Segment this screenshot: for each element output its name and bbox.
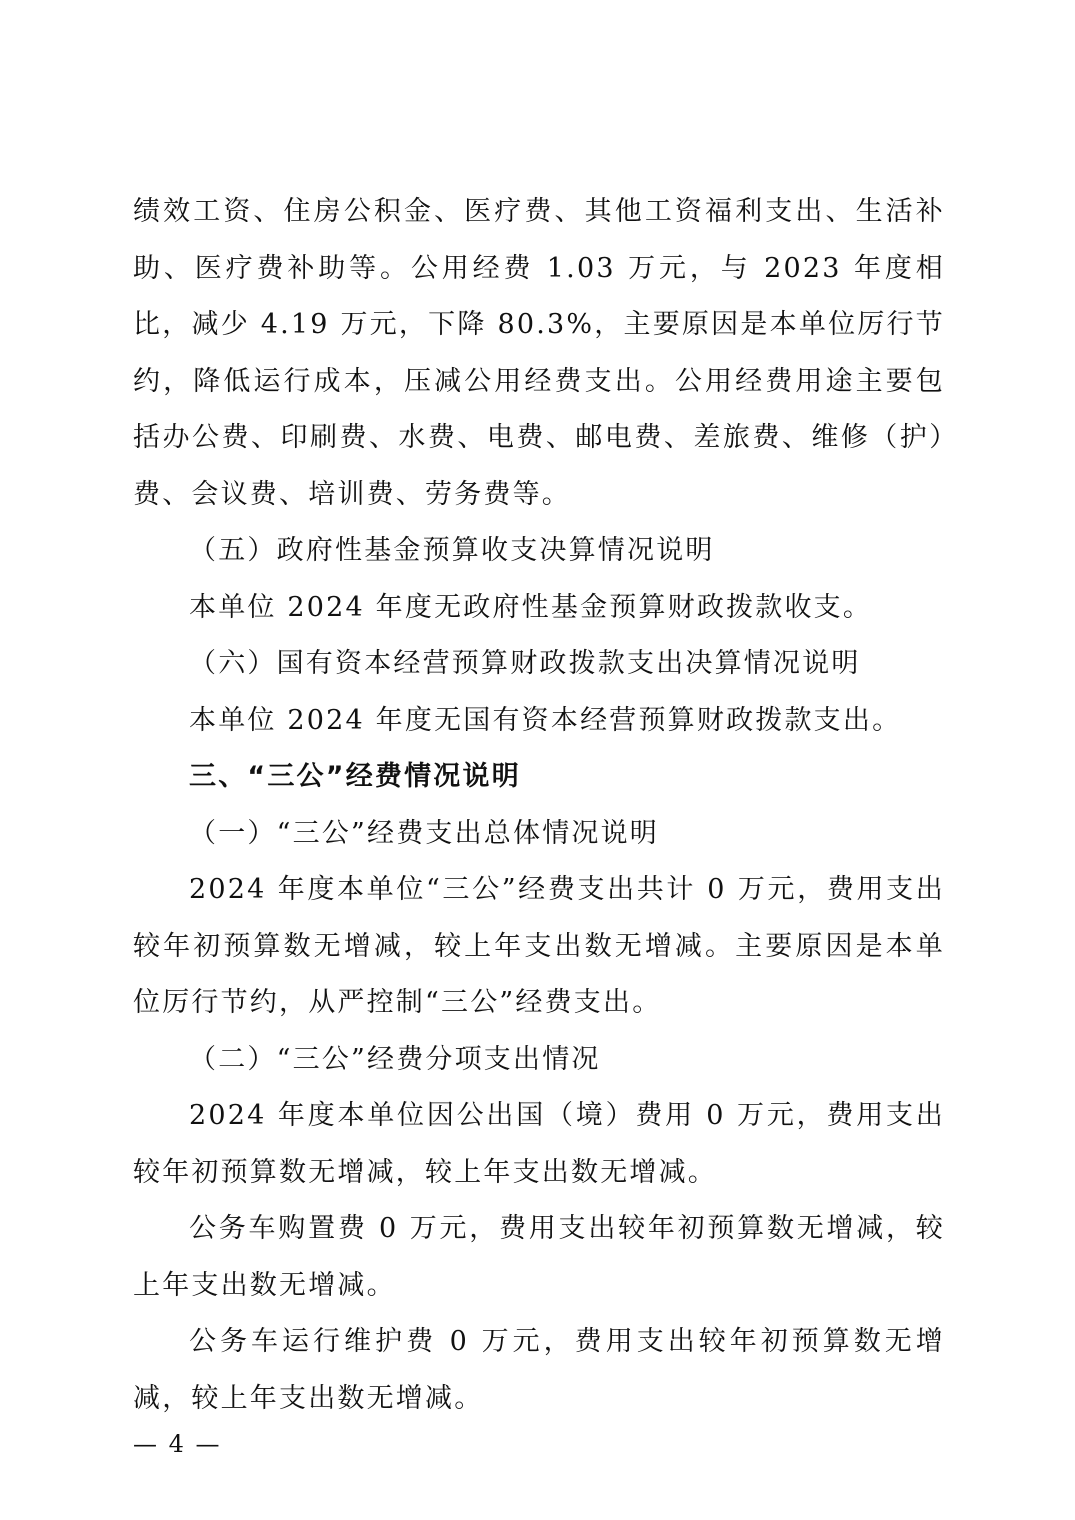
subheading-government-fund: （五）政府性基金预算收支决算情况说明 xyxy=(189,535,715,566)
paragraph-vehicle-operation: 公务车运行维护费 0 万元，费用支出较年初预算数无增减，较上年支出数无增减。 xyxy=(133,1326,945,1414)
subheading-itemized-expenses: （二）“三公”经费分项支出情况 xyxy=(189,1043,601,1075)
document-body xyxy=(133,184,945,1427)
subheading-state-capital: （六）国有资本经营预算财政拨款支出决算情况说明 xyxy=(189,648,861,679)
paragraph-overall-expenses: 2024 年度本单位“三公”经费支出共计 0 万元，费用支出较年初预算数无增减，较上年支出数无增减。主要原因是本单位厉行节约，从严控制“三公”经费支出。 xyxy=(133,874,945,1018)
paragraph-vehicle-purchase: 公务车购置费 0 万元，费用支出较年初预算数无增减，较上年支出数无增减。 xyxy=(133,1213,945,1301)
paragraph-state-capital: 本单位 2024 年度无国有资本经营预算财政拨款支出。 xyxy=(189,704,902,736)
paragraph-government-fund: 本单位 2024 年度无政府性基金预算财政拨款收支。 xyxy=(189,591,873,623)
page-number: — 4 — xyxy=(133,1430,222,1458)
heading-three-public-expenses: 三、“三公”经费情况说明 xyxy=(189,761,521,792)
paragraph-overseas-travel: 2024 年度本单位因公出国（境）费用 0 万元，费用支出较年初预算数无增减，较上年支出数无增减。 xyxy=(133,1100,945,1188)
subheading-overall-expenses: （一）“三公”经费支出总体情况说明 xyxy=(189,817,660,849)
paragraph-public-expenses: 绩效工资、住房公积金、医疗费、其他工资福利支出、生活补助、医疗费补助等。公用经费 1.03 万元，与 2023 年度相比，减少 4.19 万元，下降 80.3%，主要原因是本单位厉行节约，降低运行成本，压减公用经费支出。公用经费用途主要包括办公费、印刷费、水费、电费、邮电费、差旅费、维修（护）费、会议费、培训费、劳务费等。 xyxy=(133,196,945,510)
